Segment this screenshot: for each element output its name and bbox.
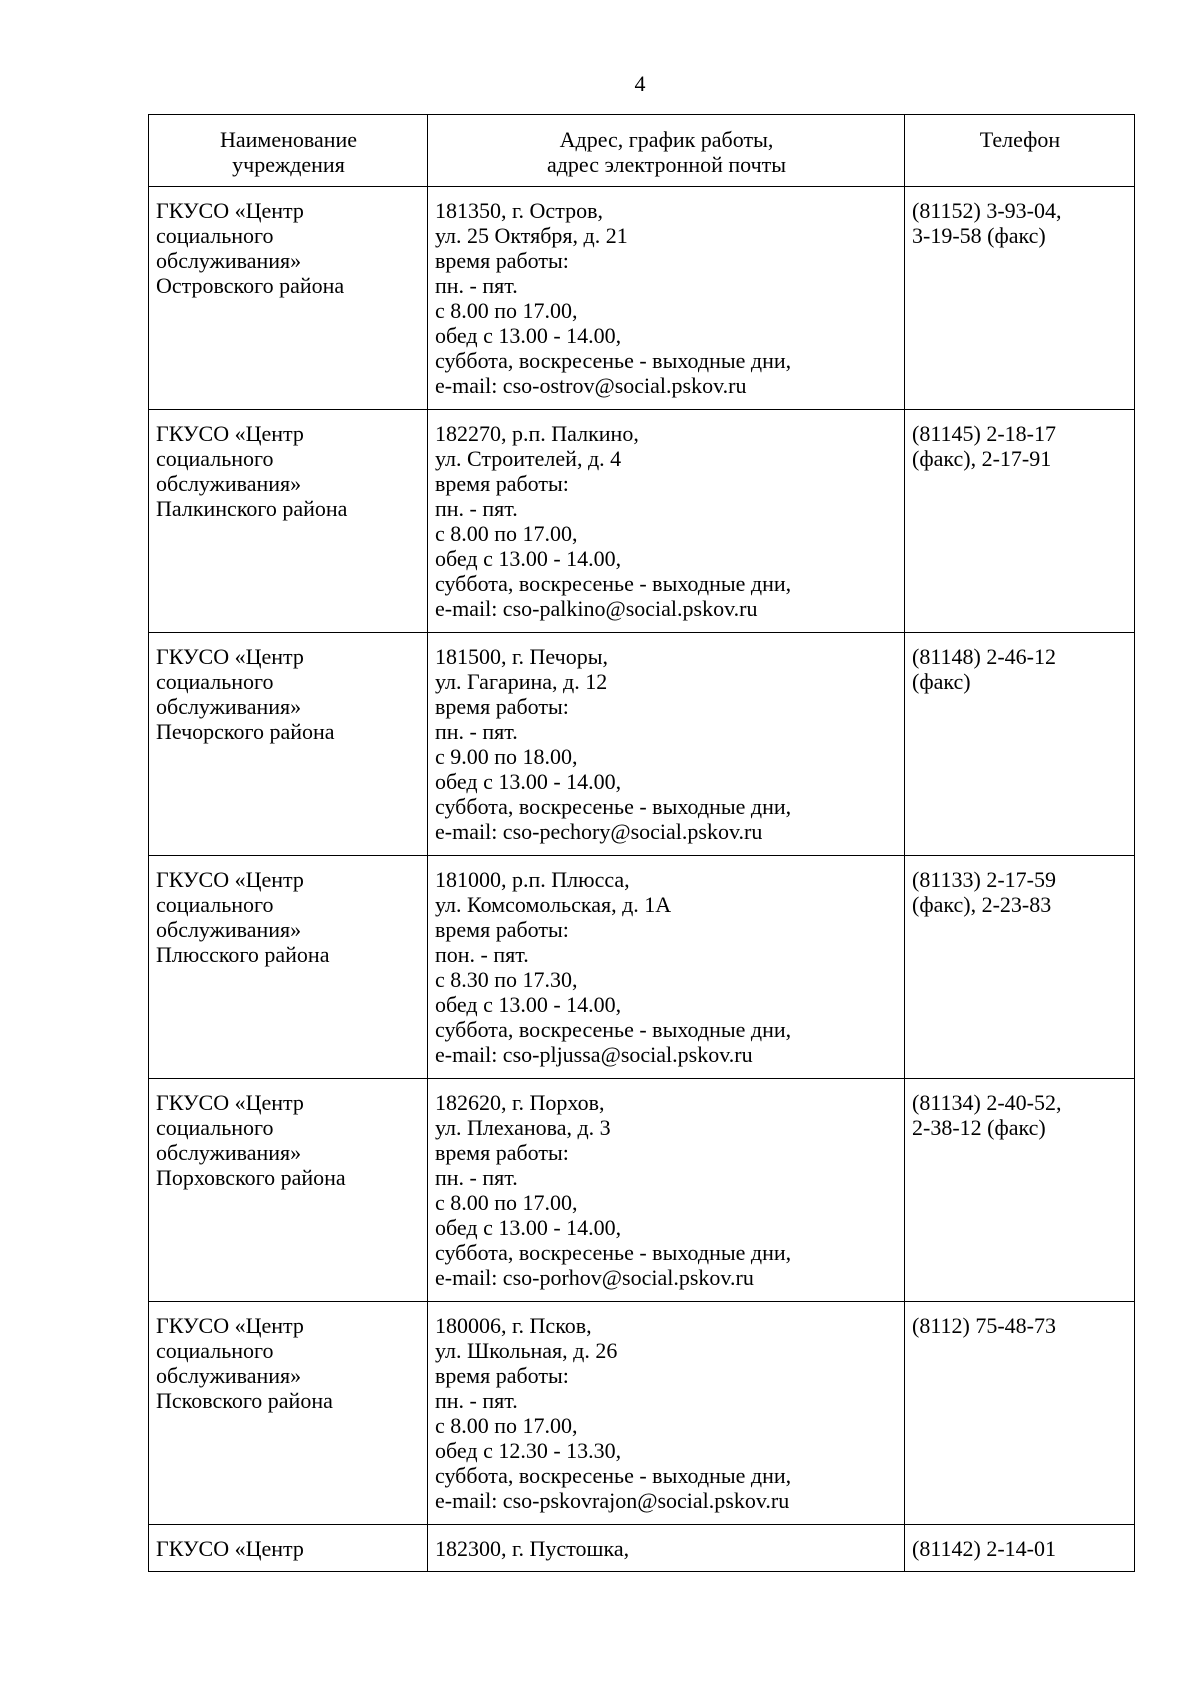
name-text-line: социального bbox=[156, 1338, 274, 1363]
table-row bbox=[149, 1079, 1135, 1302]
address-text-line: суббота, воскресенье - выходные дни, bbox=[435, 1240, 792, 1265]
phone-text-line: (81148) 2-46-12 bbox=[912, 644, 1056, 669]
table-row bbox=[149, 1525, 1135, 1572]
name-text-line: ГКУСО «Центр bbox=[156, 1536, 304, 1561]
address-text-line: с 8.00 по 17.00, bbox=[435, 1190, 578, 1215]
phone-cell bbox=[905, 1525, 1135, 1572]
address-text-line: обед с 13.00 - 14.00, bbox=[435, 992, 622, 1017]
address-text-line: время работы: bbox=[435, 917, 569, 942]
institution-name-cell bbox=[149, 633, 428, 856]
address-text-line: 182270, р.п. Палкино, bbox=[435, 421, 639, 446]
address-text-line: ул. Школьная, д. 26 bbox=[435, 1338, 618, 1363]
phone-text-line: (факс) bbox=[912, 669, 971, 694]
header-address bbox=[428, 115, 905, 187]
address-text-line: пн. - пят. bbox=[435, 1165, 518, 1190]
address-text-line: пон. - пят. bbox=[435, 942, 529, 967]
address-text-line: обед с 13.00 - 14.00, bbox=[435, 323, 622, 348]
phone-text-line: (8112) 75-48-73 bbox=[912, 1313, 1056, 1338]
phone-text-line: 3-19-58 (факс) bbox=[912, 223, 1046, 248]
header-phone bbox=[905, 115, 1135, 187]
name-text-line: обслуживания» bbox=[156, 917, 302, 942]
name-text-line: ГКУСО «Центр bbox=[156, 867, 304, 892]
phone-cell bbox=[905, 1302, 1135, 1525]
name-text-line: ГКУСО «Центр bbox=[156, 198, 304, 223]
address-text-line: время работы: bbox=[435, 1363, 569, 1388]
address-text-line: 180006, г. Псков, bbox=[435, 1313, 592, 1338]
table-row bbox=[149, 856, 1135, 1079]
name-text-line: Печорского района bbox=[156, 719, 335, 744]
table-row bbox=[149, 633, 1135, 856]
address-schedule-cell bbox=[428, 1525, 905, 1572]
address-text-line: суббота, воскресенье - выходные дни, bbox=[435, 571, 792, 596]
address-text-line: ул. 25 Октября, д. 21 bbox=[435, 223, 628, 248]
address-text-line: e-mail: cso-palkino@social.pskov.ru bbox=[435, 596, 758, 621]
institution-name-cell bbox=[149, 1079, 428, 1302]
phone-cell bbox=[905, 187, 1135, 410]
address-text-line: обед с 13.00 - 14.00, bbox=[435, 769, 622, 794]
name-text-line: обслуживания» bbox=[156, 1363, 302, 1388]
address-text-line: e-mail: cso-pljussa@social.pskov.ru bbox=[435, 1042, 753, 1067]
phone-cell bbox=[905, 410, 1135, 633]
address-text-line: время работы: bbox=[435, 1140, 569, 1165]
name-text-line: обслуживания» bbox=[156, 694, 302, 719]
address-schedule-cell bbox=[428, 1302, 905, 1525]
name-text-line: Палкинского района bbox=[156, 496, 348, 521]
phone-text-line: (81145) 2-18-17 bbox=[912, 421, 1056, 446]
address-text-line: ул. Плеханова, д. 3 bbox=[435, 1115, 611, 1140]
address-text-line: пн. - пят. bbox=[435, 1388, 518, 1413]
name-text-line: ГКУСО «Центр bbox=[156, 644, 304, 669]
name-text-line: социального bbox=[156, 223, 274, 248]
name-text-line: Плюсского района bbox=[156, 942, 330, 967]
name-text-line: ГКУСО «Центр bbox=[156, 1313, 304, 1338]
header-text-line: Адрес, график работы, bbox=[559, 127, 774, 152]
address-text-line: с 8.00 по 17.00, bbox=[435, 521, 578, 546]
address-text-line: e-mail: cso-porhov@social.pskov.ru bbox=[435, 1265, 754, 1290]
name-text-line: социального bbox=[156, 1115, 274, 1140]
phone-text-line: (81133) 2-17-59 bbox=[912, 867, 1056, 892]
address-text-line: ул. Гагарина, д. 12 bbox=[435, 669, 608, 694]
table-header-row bbox=[149, 115, 1135, 187]
address-text-line: с 9.00 по 18.00, bbox=[435, 744, 578, 769]
name-text-line: ГКУСО «Центр bbox=[156, 1090, 304, 1115]
page-number: 4 bbox=[634, 71, 646, 96]
table-row bbox=[149, 1302, 1135, 1525]
address-text-line: 182300, г. Пустошка, bbox=[435, 1536, 630, 1561]
address-text-line: время работы: bbox=[435, 248, 569, 273]
address-text-line: суббота, воскресенье - выходные дни, bbox=[435, 1463, 792, 1488]
address-schedule-cell bbox=[428, 633, 905, 856]
address-text-line: 182620, г. Порхов, bbox=[435, 1090, 605, 1115]
address-text-line: пн. - пят. bbox=[435, 273, 518, 298]
table-row bbox=[149, 410, 1135, 633]
address-text-line: время работы: bbox=[435, 471, 569, 496]
address-schedule-cell bbox=[428, 856, 905, 1079]
institution-name-cell bbox=[149, 187, 428, 410]
address-text-line: с 8.00 по 17.00, bbox=[435, 298, 578, 323]
address-text-line: с 8.00 по 17.00, bbox=[435, 1413, 578, 1438]
address-text-line: обед с 13.00 - 14.00, bbox=[435, 1215, 622, 1240]
name-text-line: Островского района bbox=[156, 273, 345, 298]
header-text-line: Наименование bbox=[219, 127, 358, 152]
header-name bbox=[149, 115, 428, 187]
address-text-line: 181350, г. Остров, bbox=[435, 198, 603, 223]
address-text-line: обед с 13.00 - 14.00, bbox=[435, 546, 622, 571]
address-text-line: e-mail: cso-pskovrajon@social.pskov.ru bbox=[435, 1488, 790, 1513]
name-text-line: обслуживания» bbox=[156, 471, 302, 496]
address-text-line: пн. - пят. bbox=[435, 496, 518, 521]
header-text-line: учреждения bbox=[232, 152, 345, 177]
address-text-line: 181000, р.п. Плюсса, bbox=[435, 867, 630, 892]
address-text-line: ул. Комсомольская, д. 1А bbox=[435, 892, 672, 917]
address-schedule-cell bbox=[428, 187, 905, 410]
name-text-line: социального bbox=[156, 446, 274, 471]
institutions-table bbox=[148, 114, 1135, 1572]
header-text-line: адрес электронной почты bbox=[546, 152, 787, 177]
phone-text-line: (факс), 2-17-91 bbox=[912, 446, 1052, 471]
header-text-line: Телефон bbox=[979, 127, 1061, 152]
phone-text-line: 2-38-12 (факс) bbox=[912, 1115, 1046, 1140]
address-text-line: ул. Строителей, д. 4 bbox=[435, 446, 622, 471]
address-text-line: пн. - пят. bbox=[435, 719, 518, 744]
table-row bbox=[149, 187, 1135, 410]
name-text-line: социального bbox=[156, 669, 274, 694]
name-text-line: обслуживания» bbox=[156, 1140, 302, 1165]
name-text-line: ГКУСО «Центр bbox=[156, 421, 304, 446]
institution-name-cell bbox=[149, 1525, 428, 1572]
address-text-line: суббота, воскресенье - выходные дни, bbox=[435, 1017, 792, 1042]
institution-name-cell bbox=[149, 1302, 428, 1525]
address-text-line: с 8.30 по 17.30, bbox=[435, 967, 578, 992]
address-text-line: 181500, г. Печоры, bbox=[435, 644, 608, 669]
phone-text-line: (81142) 2-14-01 bbox=[912, 1536, 1056, 1561]
phone-text-line: (факс), 2-23-83 bbox=[912, 892, 1052, 917]
phone-cell bbox=[905, 856, 1135, 1079]
phone-text-line: (81152) 3-93-04, bbox=[912, 198, 1062, 223]
address-text-line: суббота, воскресенье - выходные дни, bbox=[435, 348, 792, 373]
phone-cell bbox=[905, 633, 1135, 856]
institution-name-cell bbox=[149, 410, 428, 633]
phone-cell bbox=[905, 1079, 1135, 1302]
address-text-line: время работы: bbox=[435, 694, 569, 719]
address-schedule-cell bbox=[428, 410, 905, 633]
table-body bbox=[149, 187, 1135, 1572]
address-text-line: e-mail: cso-ostrov@social.pskov.ru bbox=[435, 373, 747, 398]
address-text-line: суббота, воскресенье - выходные дни, bbox=[435, 794, 792, 819]
institution-name-cell bbox=[149, 856, 428, 1079]
address-text-line: e-mail: cso-pechory@social.pskov.ru bbox=[435, 819, 763, 844]
address-schedule-cell bbox=[428, 1079, 905, 1302]
name-text-line: социального bbox=[156, 892, 274, 917]
phone-text-line: (81134) 2-40-52, bbox=[912, 1090, 1062, 1115]
name-text-line: Порховского района bbox=[156, 1165, 346, 1190]
name-text-line: обслуживания» bbox=[156, 248, 302, 273]
name-text-line: Псковского района bbox=[156, 1388, 333, 1413]
address-text-line: обед с 12.30 - 13.30, bbox=[435, 1438, 622, 1463]
